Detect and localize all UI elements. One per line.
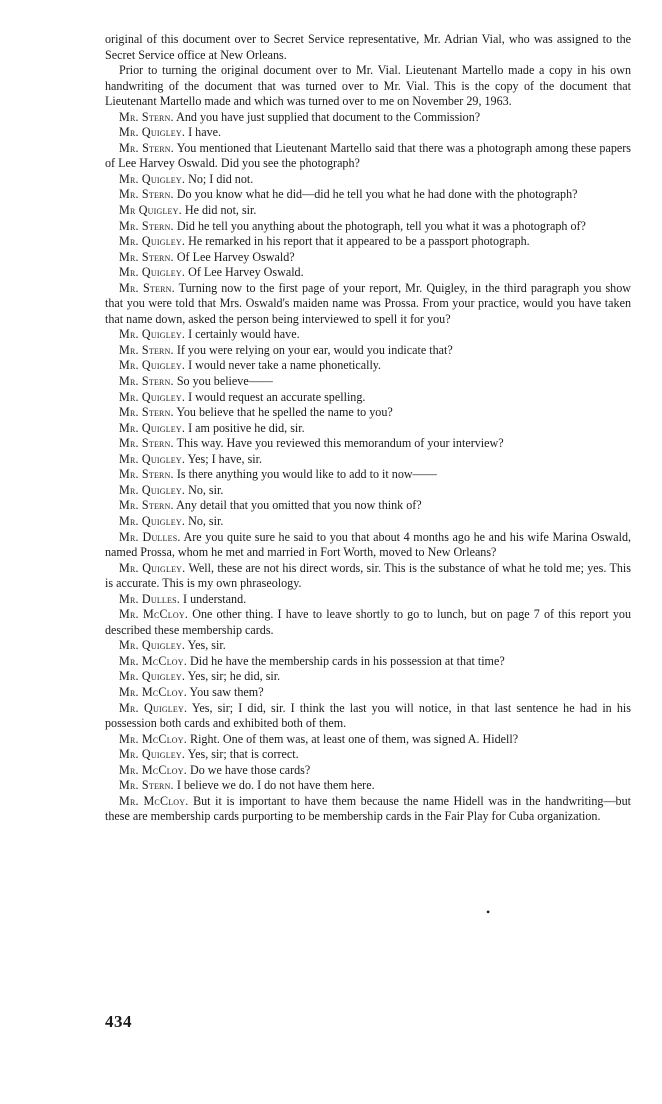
speech-text: Do you know what he did—did he tell you what he had done with the photograph? (176, 187, 578, 202)
speech-text: This way. Have you reviewed this memorandum of your interview? (176, 436, 504, 451)
speech-text: Yes, sir; I did, sir. I think the last you will notice, in that last sentence he had in his possession both cards and exhibited both of them. (105, 700, 631, 731)
transcript-paragraph (105, 467, 631, 483)
speaker-label: Mr. McCloy. (119, 731, 187, 746)
speaker-label: Mr. Quigley. (119, 125, 186, 140)
speech-text: Prior to turning the original document over to Mr. Vial. Lieutenant Martello made a copy in his own handwriting of the document that was turned over to Mr. Vial. This is the copy of the document that Lieutenant Martello made and which was turned over to me on November 29, 1963. (105, 63, 631, 109)
speech-text: I believe we do. I do not have them here. (176, 778, 375, 793)
speaker-label: Mr. Quigley. (119, 669, 186, 684)
transcript-paragraph (105, 483, 631, 499)
speech-text: I would never take a name phonetically. (188, 358, 382, 373)
speaker-label: Mr. Stern. (119, 342, 174, 357)
transcript-paragraph (105, 561, 631, 592)
speaker-label: Mr. Quigley. (119, 747, 186, 762)
transcript-paragraph (105, 141, 631, 172)
transcript-paragraph (105, 514, 631, 530)
transcript-paragraph (105, 654, 631, 670)
transcript-paragraph (105, 638, 631, 654)
speaker-label: Mr. Stern. (119, 778, 174, 793)
transcript-paragraph (105, 685, 631, 701)
speech-text: No, sir. (188, 513, 224, 528)
speaker-label: Mr. Stern. (119, 109, 174, 124)
speech-text: You mentioned that Lieutenant Martello said that there was a photograph among these papers of Lee Harvey Oswald. Did you see the photograph? (105, 140, 631, 171)
speech-text: But it is important to have them because the name Hidell was in the handwriting—but these are membership cards purporting to be membership cards in the Fair Play for Cuba organization. (105, 793, 631, 824)
transcript-paragraph (105, 265, 631, 281)
speaker-label: Mr. Quigley. (119, 560, 186, 575)
transcript-paragraph (105, 358, 631, 374)
speech-text: Yes, sir; that is correct. (187, 747, 299, 762)
speaker-label: Mr. Dulles. (119, 591, 180, 606)
speaker-label: Mr. Quigley. (119, 513, 186, 528)
transcript-paragraph (105, 343, 631, 359)
speaker-label: Mr. McCloy. (119, 762, 187, 777)
speech-text: Right. One of them was, at least one of them, was signed A. Hidell? (190, 731, 519, 746)
transcript-paragraph (105, 374, 631, 390)
speaker-label: Mr. Quigley. (119, 171, 186, 186)
speaker-label: Mr. Quigley. (119, 700, 188, 715)
speaker-label: Mr. Quigley. (119, 327, 186, 342)
speaker-label: Mr. Stern. (119, 187, 174, 202)
speech-text: I certainly would have. (188, 327, 300, 342)
speech-text: If you were relying on your ear, would you indicate that? (176, 342, 453, 357)
speech-text: You believe that he spelled the name to you? (176, 405, 393, 420)
transcript-paragraph (105, 172, 631, 188)
transcript-paragraph (105, 732, 631, 748)
transcript-paragraph (105, 607, 631, 638)
speaker-label: Mr. Stern. (119, 280, 175, 295)
speech-text: Did he tell you anything about the photograph, tell you what it was a photograph of? (176, 218, 586, 233)
speaker-label: Mr Quigley. (119, 203, 182, 218)
transcript-paragraph (105, 436, 631, 452)
speaker-label: Mr. McCloy. (119, 684, 187, 699)
speaker-label: Mr. Quigley. (119, 451, 186, 466)
transcript-paragraph (105, 498, 631, 514)
transcript-paragraph (105, 592, 631, 608)
transcript-paragraph (105, 281, 631, 328)
speech-text: No, sir. (188, 482, 224, 497)
transcript-paragraph (105, 219, 631, 235)
speech-text: So you believe—— (176, 374, 273, 389)
speaker-label: Mr. Quigley. (119, 234, 186, 249)
transcript-paragraph (105, 125, 631, 141)
speech-text: Of Lee Harvey Oswald? (176, 249, 295, 264)
speaker-label: Mr. Stern. (119, 436, 174, 451)
page-number: 434 (105, 1012, 132, 1031)
transcript-paragraph (105, 669, 631, 685)
speech-text: One other thing. I have to leave shortly to go to lunch, but on page 7 of this report you described these membership cards. (105, 607, 631, 637)
speech-text: Do we have those cards? (190, 762, 311, 777)
speech-text: Well, these are not his direct words, sir. This is the substance of what he told me; yes. This is accurate. This is my own phraseology. (105, 560, 631, 591)
speaker-label: Mr. Stern. (119, 218, 174, 233)
speaker-label: Mr. Stern. (119, 405, 174, 420)
speaker-label: Mr. Quigley. (119, 482, 186, 497)
transcript-paragraph (105, 452, 631, 468)
stray-ink-mark: • (486, 905, 491, 919)
speaker-label: Mr. Quigley. (119, 638, 186, 653)
speech-text: Are you quite sure he said to you that about 4 months ago he and his wife Marina Oswald, named Prossa, whom he met and married in Fort Worth, moved to New Orleans? (105, 529, 632, 560)
speaker-label: Mr. Quigley. (119, 265, 186, 280)
transcript-paragraph (105, 234, 631, 250)
speech-text: Did he have the membership cards in his possession at that time? (190, 653, 505, 668)
transcript-paragraph (105, 32, 631, 63)
transcript-paragraph (105, 701, 631, 732)
transcript-paragraph (105, 405, 631, 421)
speech-text: He did not, sir. (184, 203, 257, 218)
speech-text: I am positive he did, sir. (188, 420, 305, 435)
speaker-label: Mr. Quigley. (119, 358, 186, 373)
speech-text: I have. (188, 125, 222, 140)
speech-text: Yes; I have, sir. (187, 451, 263, 466)
speech-text: Turning now to the first page of your report, Mr. Quigley, in the third paragraph you show that you were told that Mrs. Oswald's maiden name was Prossa. From your practice, would you have taken that name down, asked the person being interviewed to spell it for you? (105, 280, 631, 326)
speech-text: Is there anything you would like to add to it now—— (176, 467, 437, 482)
transcript-paragraph (105, 390, 631, 406)
speech-text: Yes, sir; he did, sir. (187, 669, 281, 684)
transcript-paragraph (105, 747, 631, 763)
transcript-paragraph (105, 763, 631, 779)
transcript-paragraph (105, 203, 631, 219)
transcript-body (105, 32, 631, 825)
speaker-label: Mr. Quigley. (119, 420, 186, 435)
speech-text: He remarked in his report that it appeared to be a passport photograph. (188, 234, 530, 249)
transcript-paragraph (105, 778, 631, 794)
transcript-paragraph (105, 794, 631, 825)
speech-text: Any detail that you omitted that you now think of? (176, 498, 422, 513)
speaker-label: Mr. Stern. (119, 498, 174, 513)
transcript-paragraph (105, 530, 631, 561)
speaker-label: Mr. Dulles. (119, 529, 181, 544)
speech-text: You saw them? (189, 684, 264, 699)
speaker-label: Mr. Quigley. (119, 389, 186, 404)
speaker-label: Mr. Stern. (119, 467, 174, 482)
speaker-label: Mr. Stern. (119, 374, 174, 389)
transcript-paragraph (105, 63, 631, 110)
transcript-paragraph (105, 421, 631, 437)
speech-text: I would request an accurate spelling. (188, 389, 366, 404)
speech-text: Yes, sir. (187, 638, 226, 653)
transcript-paragraph (105, 187, 631, 203)
speaker-label: Mr. Stern. (119, 140, 174, 155)
speech-text: original of this document over to Secret Service representative, Mr. Adrian Vial, who was assigned to the Secret Service office at New Orleans. (105, 32, 631, 62)
speaker-label: Mr. McCloy. (119, 653, 187, 668)
speaker-label: Mr. McCloy. (119, 607, 189, 622)
speech-text: And you have just supplied that document to the Commission? (176, 109, 481, 124)
speaker-label: Mr. McCloy. (119, 793, 189, 808)
transcript-paragraph (105, 110, 631, 126)
transcript-paragraph (105, 250, 631, 266)
speech-text: I understand. (183, 591, 247, 606)
speech-text: Of Lee Harvey Oswald. (188, 265, 304, 280)
speech-text: No; I did not. (188, 171, 254, 186)
transcript-paragraph (105, 327, 631, 343)
speaker-label: Mr. Stern. (119, 249, 174, 264)
